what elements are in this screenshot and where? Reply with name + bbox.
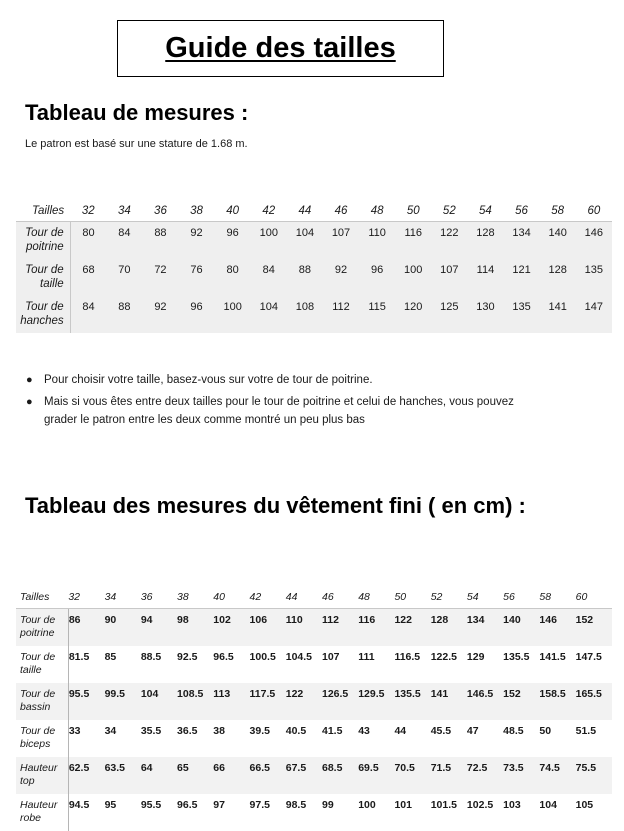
table-cell: 72 xyxy=(142,259,178,296)
table-cell: 98.5 xyxy=(286,794,322,831)
table-cell: 50 xyxy=(539,720,575,757)
table-cell: 147.5 xyxy=(576,646,612,683)
table-cell: 146 xyxy=(539,609,575,647)
table-cell: 88 xyxy=(142,222,178,260)
table-cell: 51.5 xyxy=(576,720,612,757)
table-cell: 128 xyxy=(431,609,467,647)
table-cell: 104 xyxy=(251,296,287,333)
table-cell: 122.5 xyxy=(431,646,467,683)
table-row-label: Tour de taille xyxy=(16,259,70,296)
table-header-label: Tailles xyxy=(16,202,70,222)
table-header-size: 38 xyxy=(177,588,213,609)
table-cell: 120 xyxy=(395,296,431,333)
table-cell: 114 xyxy=(467,259,503,296)
table-cell: 135 xyxy=(576,259,612,296)
table-row xyxy=(16,757,612,794)
table-row xyxy=(16,259,612,296)
table-cell: 107 xyxy=(323,222,359,260)
table-cell: 116 xyxy=(395,222,431,260)
table-cell: 152 xyxy=(576,609,612,647)
table-header-size: 44 xyxy=(287,202,323,222)
table-header-label: Tailles xyxy=(16,588,68,609)
table-cell: 134 xyxy=(503,222,539,260)
table-cell: 96 xyxy=(179,296,215,333)
table-cell: 62.5 xyxy=(68,757,104,794)
table-cell: 92 xyxy=(142,296,178,333)
table-cell: 126.5 xyxy=(322,683,358,720)
table-header-size: 60 xyxy=(576,588,612,609)
table-cell: 97.5 xyxy=(250,794,286,831)
table-cell: 106 xyxy=(250,609,286,647)
table-row xyxy=(16,720,612,757)
table-row-label: Tour de bassin xyxy=(16,683,68,720)
list-item-text: Pour choisir votre taille, basez-vous sur votre de tour de poitrine. xyxy=(44,374,373,386)
table-cell: 68 xyxy=(70,259,106,296)
table-cell: 104 xyxy=(287,222,323,260)
table-header-size: 52 xyxy=(431,202,467,222)
table-cell: 100.5 xyxy=(250,646,286,683)
table-cell: 65 xyxy=(177,757,213,794)
table-header-size: 32 xyxy=(70,202,106,222)
list-item xyxy=(26,371,546,389)
table-row xyxy=(16,222,612,260)
table-cell: 69.5 xyxy=(358,757,394,794)
table-cell: 110 xyxy=(286,609,322,647)
table-cell: 70.5 xyxy=(394,757,430,794)
table-cell: 48.5 xyxy=(503,720,539,757)
finished-garment-table-container xyxy=(16,588,612,831)
table-cell: 129 xyxy=(467,646,503,683)
table-cell: 135.5 xyxy=(394,683,430,720)
table-cell: 95.5 xyxy=(68,683,104,720)
table-cell: 76 xyxy=(179,259,215,296)
table-cell: 122 xyxy=(286,683,322,720)
list-item-text: Mais si vous êtes entre deux tailles pour le tour de poitrine et celui de hanches, vous pouvez grader le patron entre les deux comme montré un peu plus bas xyxy=(44,396,514,426)
table-cell: 94.5 xyxy=(68,794,104,831)
table-header-size: 48 xyxy=(358,588,394,609)
list-item xyxy=(26,393,546,429)
table-cell: 73.5 xyxy=(503,757,539,794)
body-measurements-table-container xyxy=(16,202,612,333)
table-header-row xyxy=(16,202,612,222)
table-header-size: 56 xyxy=(503,202,539,222)
table-row-label: Tour de hanches xyxy=(16,296,70,333)
table-cell: 101.5 xyxy=(431,794,467,831)
table-row-label: Tour de biceps xyxy=(16,720,68,757)
table-cell: 102.5 xyxy=(467,794,503,831)
table-cell: 103 xyxy=(503,794,539,831)
table-cell: 43 xyxy=(358,720,394,757)
table-cell: 39.5 xyxy=(250,720,286,757)
table-cell: 96.5 xyxy=(213,646,249,683)
table-cell: 110 xyxy=(359,222,395,260)
table-cell: 71.5 xyxy=(431,757,467,794)
table-cell: 70 xyxy=(106,259,142,296)
table-header-size: 34 xyxy=(106,202,142,222)
table-cell: 100 xyxy=(251,222,287,260)
table-cell: 116 xyxy=(358,609,394,647)
table-cell: 84 xyxy=(251,259,287,296)
table-cell: 107 xyxy=(431,259,467,296)
document-title-box xyxy=(117,20,444,77)
table-cell: 111 xyxy=(358,646,394,683)
table-cell: 125 xyxy=(431,296,467,333)
table-row-label: Tour de poitrine xyxy=(16,609,68,647)
table-cell: 128 xyxy=(540,259,576,296)
table-cell: 112 xyxy=(322,609,358,647)
table-cell: 135 xyxy=(503,296,539,333)
table-cell: 33 xyxy=(68,720,104,757)
table-header-size: 34 xyxy=(105,588,141,609)
finished-garment-table xyxy=(16,588,612,831)
table-cell: 94 xyxy=(141,609,177,647)
table-header-size: 58 xyxy=(540,202,576,222)
table-cell: 105 xyxy=(576,794,612,831)
table-cell: 98 xyxy=(177,609,213,647)
measurements-table-heading: Tableau de mesures : xyxy=(25,100,249,125)
table-cell: 80 xyxy=(70,222,106,260)
table-cell: 88 xyxy=(287,259,323,296)
table-cell: 35.5 xyxy=(141,720,177,757)
table-cell: 92 xyxy=(179,222,215,260)
table-row-label: Hauteur robe xyxy=(16,794,68,831)
table-cell: 134 xyxy=(467,609,503,647)
table-cell: 96.5 xyxy=(177,794,213,831)
table-header-size: 52 xyxy=(431,588,467,609)
table-cell: 130 xyxy=(467,296,503,333)
stature-note: Le patron est basé sur une stature de 1.68 m. xyxy=(25,138,248,150)
table-cell: 36.5 xyxy=(177,720,213,757)
table-cell: 147 xyxy=(576,296,612,333)
table-cell: 95 xyxy=(105,794,141,831)
table-cell: 75.5 xyxy=(576,757,612,794)
table-cell: 165.5 xyxy=(576,683,612,720)
table-cell: 129.5 xyxy=(358,683,394,720)
table-header-size: 38 xyxy=(179,202,215,222)
table-header-row xyxy=(16,588,612,609)
table-cell: 122 xyxy=(394,609,430,647)
table-cell: 113 xyxy=(213,683,249,720)
table-cell: 40.5 xyxy=(286,720,322,757)
table-cell: 38 xyxy=(213,720,249,757)
table-header-size: 54 xyxy=(467,588,503,609)
table-cell: 84 xyxy=(106,222,142,260)
table-cell: 96 xyxy=(359,259,395,296)
table-cell: 68.5 xyxy=(322,757,358,794)
table-cell: 115 xyxy=(359,296,395,333)
table-header-size: 44 xyxy=(286,588,322,609)
table-cell: 135.5 xyxy=(503,646,539,683)
table-cell: 152 xyxy=(503,683,539,720)
table-cell: 104 xyxy=(539,794,575,831)
table-cell: 99 xyxy=(322,794,358,831)
table-cell: 41.5 xyxy=(322,720,358,757)
body-measurements-table xyxy=(16,202,612,333)
table-cell: 141.5 xyxy=(539,646,575,683)
table-cell: 121 xyxy=(503,259,539,296)
table-cell: 84 xyxy=(70,296,106,333)
table-row xyxy=(16,646,612,683)
table-header-size: 32 xyxy=(68,588,104,609)
table-cell: 141 xyxy=(540,296,576,333)
table-cell: 88.5 xyxy=(141,646,177,683)
table-cell: 92 xyxy=(323,259,359,296)
finished-garment-table-heading: Tableau des mesures du vêtement fini ( en cm) : xyxy=(25,493,526,518)
table-row xyxy=(16,683,612,720)
table-cell: 100 xyxy=(215,296,251,333)
table-cell: 140 xyxy=(503,609,539,647)
table-header-size: 36 xyxy=(141,588,177,609)
table-cell: 101 xyxy=(394,794,430,831)
page-title: Guide des tailles xyxy=(165,32,396,64)
table-cell: 96 xyxy=(215,222,251,260)
table-cell: 81.5 xyxy=(68,646,104,683)
table-cell: 141 xyxy=(431,683,467,720)
table-cell: 44 xyxy=(394,720,430,757)
table-header-size: 42 xyxy=(251,202,287,222)
table-cell: 74.5 xyxy=(539,757,575,794)
table-cell: 88 xyxy=(106,296,142,333)
table-cell: 80 xyxy=(215,259,251,296)
table-cell: 72.5 xyxy=(467,757,503,794)
table-header-size: 46 xyxy=(322,588,358,609)
table-cell: 67.5 xyxy=(286,757,322,794)
table-header-size: 40 xyxy=(213,588,249,609)
table-cell: 117.5 xyxy=(250,683,286,720)
table-cell: 97 xyxy=(213,794,249,831)
table-cell: 108.5 xyxy=(177,683,213,720)
table-header-size: 60 xyxy=(576,202,612,222)
table-cell: 116.5 xyxy=(394,646,430,683)
table-cell: 95.5 xyxy=(141,794,177,831)
table-cell: 128 xyxy=(467,222,503,260)
bullet-dot-icon: ● xyxy=(26,396,33,408)
table-cell: 158.5 xyxy=(539,683,575,720)
table-header-size: 58 xyxy=(539,588,575,609)
table-header-size: 54 xyxy=(467,202,503,222)
table-row-label: Hauteur top xyxy=(16,757,68,794)
table-cell: 64 xyxy=(141,757,177,794)
table-header-size: 42 xyxy=(250,588,286,609)
table-header-size: 46 xyxy=(323,202,359,222)
table-header-size: 48 xyxy=(359,202,395,222)
table-cell: 66.5 xyxy=(250,757,286,794)
table-cell: 146.5 xyxy=(467,683,503,720)
table-cell: 100 xyxy=(395,259,431,296)
table-header-size: 56 xyxy=(503,588,539,609)
table-header-size: 36 xyxy=(142,202,178,222)
table-cell: 34 xyxy=(105,720,141,757)
table-cell: 99.5 xyxy=(105,683,141,720)
table-cell: 146 xyxy=(576,222,612,260)
table-cell: 122 xyxy=(431,222,467,260)
table-cell: 108 xyxy=(287,296,323,333)
table-row-label: Tour de poitrine xyxy=(16,222,70,260)
sizing-advice-list xyxy=(26,371,546,433)
table-header-size: 50 xyxy=(394,588,430,609)
table-cell: 104.5 xyxy=(286,646,322,683)
table-cell: 112 xyxy=(323,296,359,333)
table-cell: 90 xyxy=(105,609,141,647)
table-cell: 66 xyxy=(213,757,249,794)
table-cell: 45.5 xyxy=(431,720,467,757)
table-cell: 140 xyxy=(540,222,576,260)
table-header-size: 40 xyxy=(215,202,251,222)
table-row xyxy=(16,296,612,333)
table-row xyxy=(16,609,612,647)
table-row-label: Tour de taille xyxy=(16,646,68,683)
table-header-size: 50 xyxy=(395,202,431,222)
table-cell: 104 xyxy=(141,683,177,720)
table-row xyxy=(16,794,612,831)
table-cell: 85 xyxy=(105,646,141,683)
table-cell: 86 xyxy=(68,609,104,647)
table-cell: 63.5 xyxy=(105,757,141,794)
table-cell: 100 xyxy=(358,794,394,831)
table-cell: 102 xyxy=(213,609,249,647)
table-cell: 47 xyxy=(467,720,503,757)
bullet-dot-icon: ● xyxy=(26,374,33,386)
table-cell: 107 xyxy=(322,646,358,683)
table-cell: 92.5 xyxy=(177,646,213,683)
